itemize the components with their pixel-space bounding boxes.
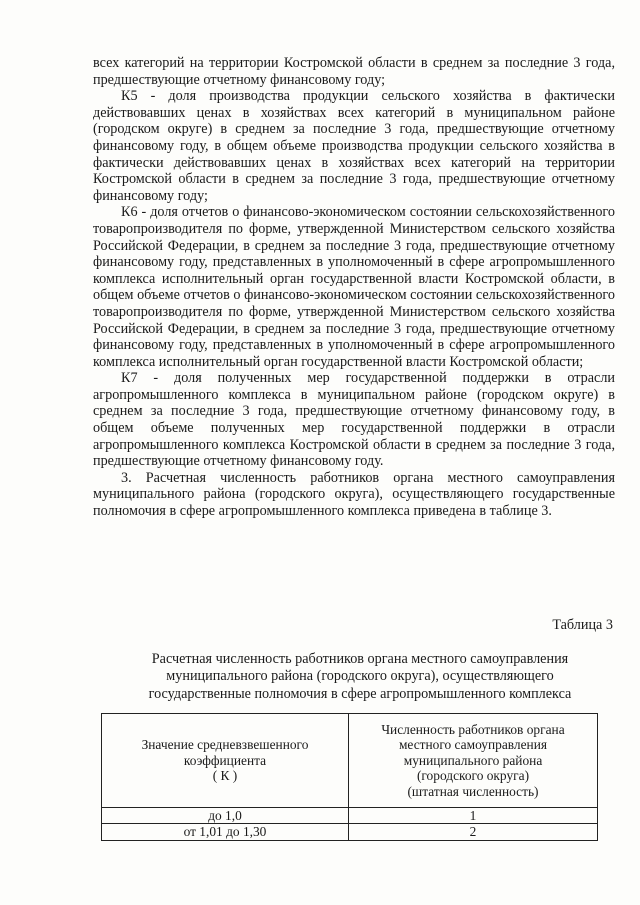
paragraph-item-3: 3. Расчетная численность работников органа местного самоуправления муниципального района (городского округа), осуществляющего государственные полномочия в сфере агропромышленного комплекса приведена в таблице 3. (93, 469, 615, 520)
cell-staff-count: 1 (349, 808, 598, 824)
table-header-row (102, 714, 598, 808)
paragraph-k4-end: всех категорий на территории Костромской области в среднем за последние 3 года, предшествующие отчетному финансовому году; (93, 55, 615, 88)
table-row (102, 808, 598, 824)
staff-table (101, 713, 598, 841)
body-text (93, 55, 615, 520)
paragraph-k7: К7 - доля полученных мер государственной поддержки в отрасли агропромышленного комплекса в муниципальном районе (городском округе) в среднем за последние 3 года, предшествующие отчетному финансовому году, в общем объеме полученных мер государственной поддержки в отрасли агропромышленного комплекса Костромской области в среднем за последние 3 года, предшествующие отчетному финансовому году. (93, 370, 615, 470)
paragraph-k5: К5 - доля производства продукции сельского хозяйства в фактически действовавших ценах в хозяйствах всех категорий в муниципальном районе (городском округе) в среднем за последние 3 года, предшествующие отчетному финансовому году, в общем объеме производства продукции сельского хозяйства в фактически действовавших ценах в хозяйствах всех категорий на территории Костромской области в среднем за последние 3 года, предшествующие отчетному финансовому году; (93, 88, 615, 204)
header-staff-count: Численность работников органа местного самоуправления муниципального района (городского округа) (штатная численность) (349, 714, 598, 808)
cell-coefficient: до 1,0 (102, 808, 349, 824)
cell-staff-count: 2 (349, 824, 598, 840)
table-row (102, 824, 598, 840)
paragraph-k6: К6 - доля отчетов о финансово-экономическом состоянии сельскохозяйственного товаропроизводителя по форме, утвержденной Министерством сельского хозяйства Российской Федерации, в среднем за последние 3 года, предшествующие отчетному финансовому году, представленных в уполномоченный в сфере агропромышленного комплекса исполнительный орган государственной власти Костромской области, в общем объеме отчетов о финансово-экономическом состоянии сельскохозяйственного товаропроизводителя по форме, утвержденной Министерством сельского хозяйства Российской Федерации, в среднем за последние 3 года, предшествующие отчетному финансовому году, представленных в уполномоченный в сфере агропромышленного комплекса исполнительный орган государственной власти Костромской области; (93, 204, 615, 370)
cell-coefficient: от 1,01 до 1,30 (102, 824, 349, 840)
table-number: Таблица 3 (552, 617, 613, 633)
table-title: Расчетная численность работников органа местного самоуправления муниципального района (городского округа), осуществляющего государственные полномочия в сфере агропромышленного комплекса (148, 651, 572, 702)
header-coefficient: Значение средневзвешенного коэффициента ( К ) (102, 714, 349, 808)
